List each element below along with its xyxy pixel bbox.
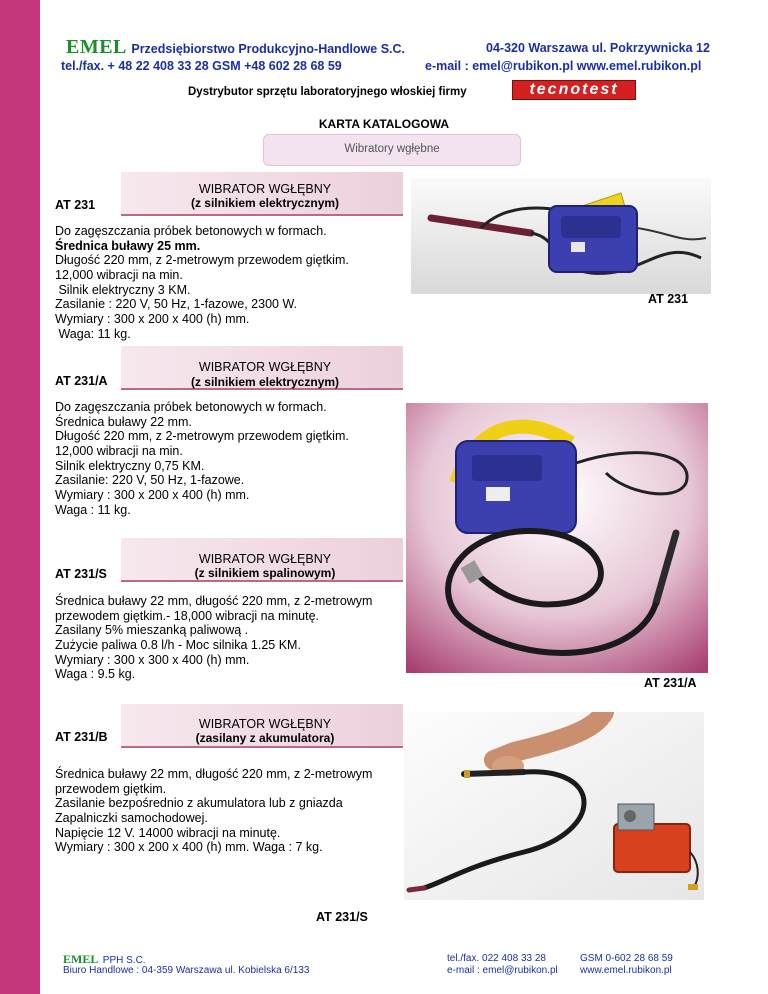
description-line: Zapalniczki samochodowej.: [55, 811, 208, 826]
company-address: 04-320 Warszawa ul. Pokrzywnicka 12: [486, 41, 710, 55]
description-line: Długość 220 mm, z 2-metrowym przewodem giętkim.: [55, 429, 349, 444]
description-line: 12,000 wibracji na min.: [55, 268, 183, 283]
divider: [121, 214, 403, 216]
footer-web: www.emel.rubikon.pl: [580, 965, 672, 976]
product-photo-at231s: [404, 712, 704, 900]
product-title: WIBRATOR WGŁĘBNY: [198, 182, 332, 196]
distributor-text: Dystrybutor sprzętu laboratoryjnego włoskiej firmy: [188, 86, 467, 98]
left-color-band: [0, 0, 40, 994]
company-name: Przedsiębiorstwo Produkcyjno-Handlowe S.C.: [131, 42, 406, 56]
product-description: [55, 594, 372, 682]
description-line: Wymiary : 300 x 300 x 400 (h) mm.: [55, 652, 250, 667]
description-line: Długość 220 mm, z 2-metrowym przewodem giętkim.: [55, 253, 349, 268]
product-code: AT 231: [55, 198, 96, 212]
description-line: Waga : 11 kg.: [55, 502, 131, 517]
product-title: WIBRATOR WGŁĘBNY: [198, 360, 332, 374]
footer-brand-logo: EMEL: [63, 952, 99, 966]
product-code: AT 231/B: [55, 730, 108, 744]
photo-caption: AT 231: [648, 292, 689, 306]
description-line: Zasilanie bezpośrednio z akumulatora lub z gniazda: [55, 796, 343, 811]
description-line: Zasilanie : 220 V, 50 Hz, 1-fazowe, 2300 W.: [55, 297, 298, 312]
product-subtitle: (z silnikiem elektrycznym): [190, 375, 340, 389]
description-line: Do zagęszczania próbek betonowych w formach.: [55, 400, 327, 414]
description-line: Wymiary : 300 x 200 x 400 (h) mm.: [55, 312, 250, 327]
product-code: AT 231/S: [55, 567, 107, 581]
category-box: [263, 134, 521, 166]
description-line: Średnica buławy 25 mm.: [55, 238, 201, 253]
divider: [121, 746, 403, 748]
description-line: Silnik elektryczny 0,75 KM.: [55, 458, 205, 473]
product-description: [55, 224, 349, 342]
description-line: Zużycie paliwa 0.8 l/h - Moc silnika 1.25 KM.: [55, 638, 301, 653]
divider: [121, 580, 403, 582]
description-line: 12,000 wibracji na min.: [55, 444, 183, 459]
footer-office-address: Biuro Handlowe : 04-359 Warszawa ul. Kobielska 6/133: [63, 965, 310, 976]
description-line: Wymiary : 300 x 200 x 400 (h) mm. Waga : 7 kg.: [55, 840, 323, 855]
product-subtitle: (z silnikiem elektrycznym): [190, 196, 340, 210]
description-line: Zasilanie: 220 V, 50 Hz, 1-fazowe.: [55, 473, 245, 488]
footer-email: e-mail : emel@rubikon.pl: [447, 965, 558, 976]
description-line: Zasilany 5% mieszanką paliwową .: [55, 623, 249, 638]
description-line: Średnica buławy 22 mm, długość 220 mm, z 2-metrowym: [55, 594, 373, 608]
description-line: Średnica buławy 22 mm.: [55, 414, 192, 429]
description-line: Waga : 9.5 kg.: [55, 667, 136, 682]
catalog-heading: KARTA KATALOGOWA: [318, 117, 450, 131]
product-subtitle: (zasilany z akumulatora): [195, 731, 335, 745]
description-line: przewodem giętkim.- 18,000 wibracji na minutę.: [55, 608, 320, 623]
tecnotest-logo: tecnotest: [512, 80, 636, 100]
product-title: WIBRATOR WGŁĘBNY: [198, 717, 332, 731]
footer-tel: tel./fax. 022 408 33 28: [447, 953, 546, 964]
company-email-web: e-mail : emel@rubikon.pl www.emel.rubikon.pl: [425, 59, 702, 73]
product-description: [55, 400, 349, 518]
description-line: Średnica buławy 22 mm, długość 220 mm, z 2-metrowym: [55, 767, 373, 781]
brand-logo: EMEL: [66, 36, 127, 58]
product-photo-at231: [411, 178, 711, 294]
product-description: [55, 767, 372, 855]
product-photo-at231a: [406, 403, 708, 673]
product-title: WIBRATOR WGŁĘBNY: [198, 552, 332, 566]
description-line: Wymiary : 300 x 200 x 400 (h) mm.: [55, 488, 250, 503]
description-line: Napięcie 12 V. 14000 wibracji na minutę.: [55, 825, 281, 840]
product-subtitle: (z silnikiem spalinowym): [194, 566, 336, 580]
company-phone: tel./fax. + 48 22 408 33 28 GSM +48 602 28 68 59: [61, 59, 342, 73]
category-label: Wibratory wgłębne: [344, 143, 440, 155]
letterhead-line-1: [66, 36, 405, 59]
description-line: Do zagęszczania próbek betonowych w formach.: [55, 224, 327, 238]
description-line: Waga: 11 kg.: [55, 326, 131, 341]
description-line: przewodem giętkim.: [55, 781, 167, 796]
product-code: AT 231/A: [55, 374, 108, 388]
footer-brand-suffix: PPH S.C.: [102, 955, 146, 966]
description-line: Silnik elektryczny 3 KM.: [55, 282, 191, 297]
photo-caption: AT 231/A: [644, 676, 697, 690]
footer-gsm: GSM 0-602 28 68 59: [580, 953, 673, 964]
photo-caption: AT 231/S: [316, 910, 368, 924]
